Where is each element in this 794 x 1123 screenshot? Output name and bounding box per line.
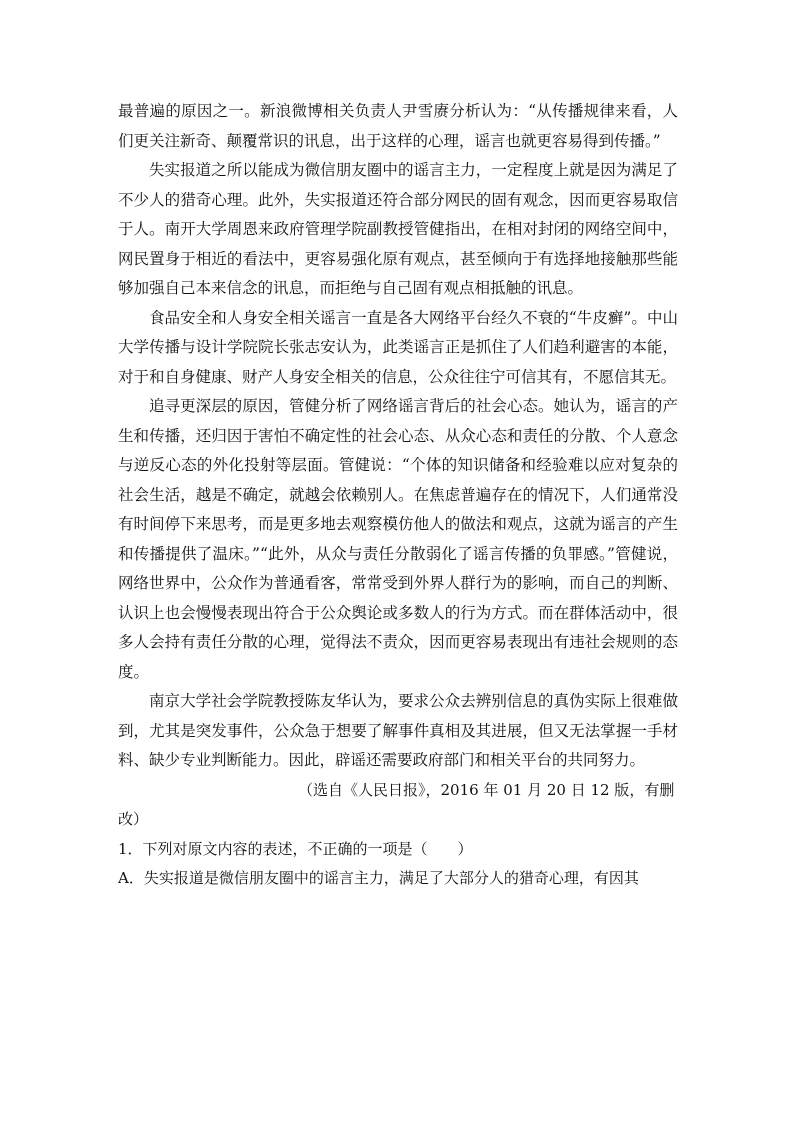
paragraph-rumor-refutation: 南京大学社会学院教授陈友华认为，要求公众去辨别信息的真伪实际上很难做到，尤其是突发事件，公众急于想要了解事件真相及其进展，但又无法掌握一手材料、缺少专业判断能力。因此，辟谣还需要政府部门和相关平台的共同努力。 bbox=[118, 692, 678, 769]
source-citation-line2: 改） bbox=[118, 810, 149, 828]
paragraph-food-safety-rumors: 食品安全和人身安全相关谣言一直是各大网络平台经久不衰的“牛皮癣”。中山大学传播与设计学院院长张志安认为，此类谣言正是抓住了人们趋利避害的本能，对于和自身健康、财产人身安全相关的信息，公众往往宁可信其有，不愿信其无。 bbox=[118, 308, 678, 386]
article-body bbox=[118, 97, 678, 894]
paragraph-sensational-reports: 失实报道之所以能成为微信朋友圈中的谣言主力，一定程度上就是因为满足了不少人的猎奇心理。此外，失实报道还符合部分网民的固有观念，因而更容易取信于人。南开大学周恩来政府管理学院副教授管健指出，在相对封闭的网络空间中，网民置身于相近的看法中，更容易强化原有观点，甚至倾向于有选择地接触那些能够加强自己本来信念的讯息，而拒绝与自己固有观点相抵触的讯息。 bbox=[118, 161, 678, 297]
question-1: 1．下列对原文内容的表述，不正确的一项是（ ） bbox=[118, 839, 473, 858]
source-citation-line1: （选自《人民日报》，2016 年 01 月 20 日 12 版，有删 bbox=[298, 780, 675, 799]
question-1-option-a: A．失实报道是微信朋友圈中的谣言主力，满足了大部分人的猎奇心理，有因其 bbox=[118, 869, 639, 887]
source-citation bbox=[118, 776, 678, 835]
paragraph-continued: 最普遍的原因之一。新浪微博相关负责人尹雪赓分析认为：“从传播规律来看，人们更关注新奇、颠覆常识的讯息，出于这样的心理，谣言也就更容易得到传播。” bbox=[118, 102, 678, 150]
paragraph-social-mentality: 追寻更深层的原因，管健分析了网络谣言背后的社会心态。她认为，谣言的产生和传播，还归因于害怕不确定性的社会心态、从众心态和责任的分散、个人意念与逆反心态的外化投射等层面。管健说：“个体的知识储备和经验难以应对复杂的社会生活，越是不确定，就越会依赖别人。在焦虑普遍存在的情况下，人们通常没有时间停下来思考，而是更多地去观察模仿他人的做法和观点，这就为谣言的产生和传播提供了温床。”“此外，从众与责任分散弱化了谣言传播的负罪感。”管健说，网络世界中，公众作为普通看客，常常受到外界人群行为的影响，而自己的判断、认识上也会慢慢表现出符合于公众舆论或多数人的行为方式。而在群体活动中，很多人会持有责任分散的心理，觉得法不责众，因而更容易表现出有违社会规则的态度。 bbox=[118, 397, 678, 681]
